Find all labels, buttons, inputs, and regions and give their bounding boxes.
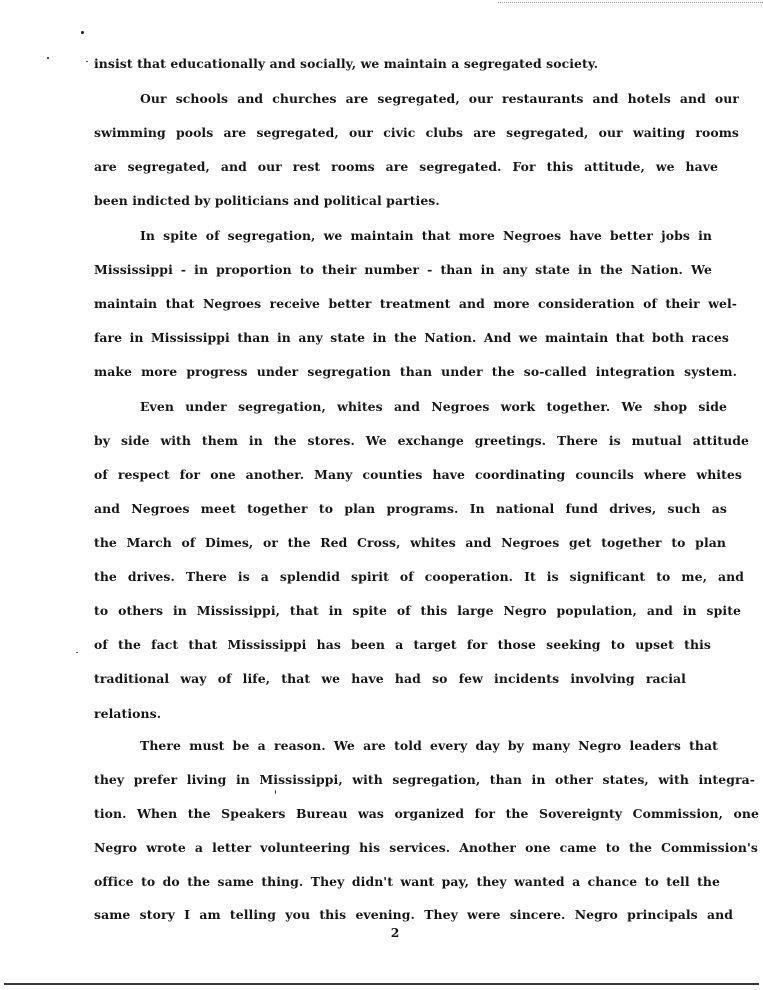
text-line: insist that educationally and socially, we maintain a segregated society. [94, 56, 599, 71]
text-line: and Negroes meet together to plan programs. In national fund drives, such as [94, 501, 727, 516]
text-line: traditional way of life, that we have had so few incidents involving racial [94, 671, 686, 686]
text-line: relations. [94, 706, 162, 721]
text-line: they prefer living in Mississippi, with segregation, than in other states, with integra- [94, 772, 755, 787]
text-line: In spite of segregation, we maintain that more Negroes have better jobs in [140, 228, 712, 243]
text-line: the drives. There is a splendid spirit of cooperation. It is significant to me, and [94, 569, 744, 584]
text-line: office to do the same thing. They didn't want pay, they wanted a chance to tell the [94, 874, 720, 889]
text-line: There must be a reason. We are told every day by many Negro leaders that [140, 738, 718, 753]
scan-speck [86, 61, 88, 62]
text-line: Our schools and churches are segregated, our restaurants and hotels and our [140, 91, 739, 106]
text-line: make more progress under segregation than under the so-called integration system. [94, 364, 737, 379]
text-line: Mississippi - in proportion to their number - than in any state in the Nation. We [94, 262, 712, 277]
text-line: same story I am telling you this evening. They were sincere. Negro principals and [94, 907, 733, 922]
text-line: swimming pools are segregated, our civic clubs are segregated, our waiting rooms [94, 125, 739, 140]
text-line: of respect for one another. Many counties have coordinating councils where whites [94, 467, 742, 482]
scan-speck [81, 31, 84, 34]
text-line: Even under segregation, whites and Negroes work together. We shop side [140, 399, 727, 414]
text-line: maintain that Negroes receive better treatment and more consideration of their wel- [94, 296, 737, 311]
text-line: by side with them in the stores. We exchange greetings. There is mutual attitude [94, 433, 749, 448]
text-line: been indicted by politicians and political parties. [94, 193, 440, 208]
text-line: tion. When the Speakers Bureau was organized for the Sovereignty Commission, one [94, 806, 759, 821]
text-line: Negro wrote a letter volunteering his services. Another one came to the Commission's [94, 840, 758, 855]
scan-speck [275, 790, 276, 794]
text-line: fare in Mississippi than in any state in the Nation. And we maintain that both races [94, 330, 729, 345]
page-number: 2 [390, 925, 400, 940]
text-line: to others in Mississippi, that in spite of this large Negro population, and in spite [94, 603, 741, 618]
bottom-rule [4, 983, 759, 985]
text-line: are segregated, and our rest rooms are segregated. For this attitude, we have [94, 159, 718, 174]
text-line: of the fact that Mississippi has been a target for those seeking to upset this [94, 637, 711, 652]
scan-speck [76, 652, 78, 653]
text-line: the March of Dimes, or the Red Cross, whites and Negroes get together to plan [94, 535, 726, 550]
top-dotted-rule [498, 2, 763, 3]
scan-speck [47, 57, 49, 59]
